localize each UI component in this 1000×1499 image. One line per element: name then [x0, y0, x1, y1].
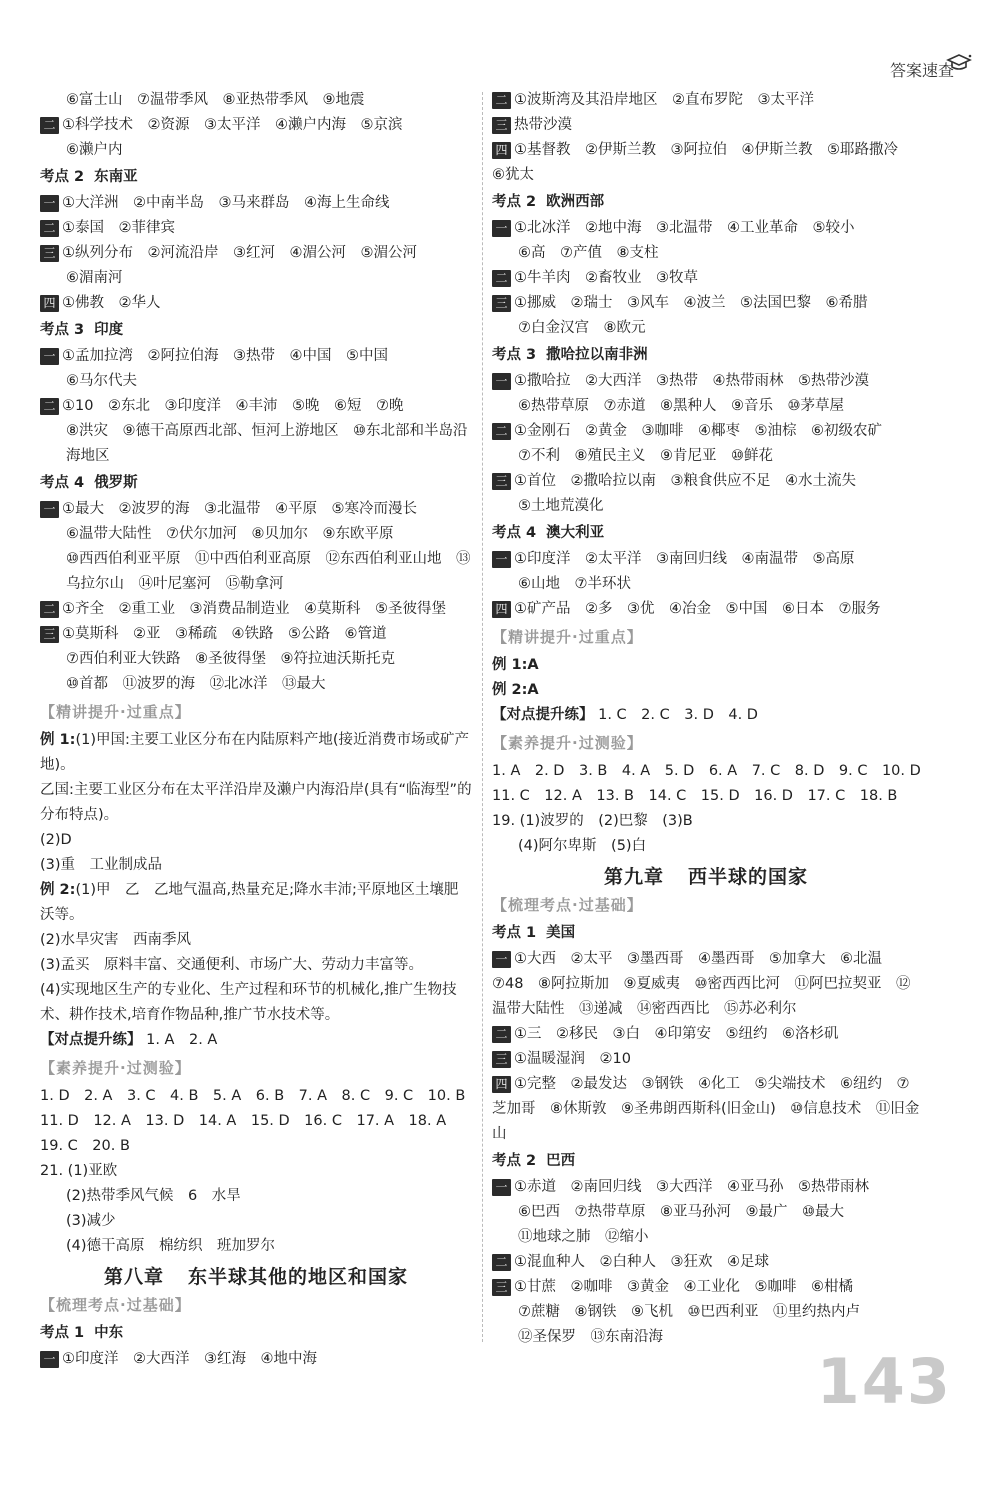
section-marker: 三	[40, 626, 59, 643]
answer-line: (1)甲国:主要工业区分布在内陆原料产地(接近消费市场或矿产地)。	[40, 732, 470, 773]
answer-line: ⑥马尔代夫	[66, 373, 137, 389]
answer-line: 1. D 2. A 3. C 4. B 5. A 6. B 7. A 8. C 9. C 10. B	[40, 1088, 466, 1104]
answer-line: ①挪威 ②瑞士 ③风车 ④波兰 ⑤法国巴黎 ⑥希腊	[514, 295, 868, 311]
section-marker: 二	[492, 92, 511, 109]
answer-line: ⑥高 ⑦产值 ⑧支柱	[518, 245, 659, 261]
section-marker: 一	[492, 1179, 511, 1196]
section-marker: 二	[492, 270, 511, 287]
kaodian-heading: 考点 4 俄罗斯	[40, 475, 138, 491]
answer-line: ⑩首都 ⑪波罗的海 ⑫北冰洋 ⑬最大	[66, 676, 326, 692]
section-marker: 四	[492, 142, 511, 159]
answer-line: ①齐全 ②重工业 ③消费品制造业 ④莫斯科 ⑤圣彼得堡	[62, 601, 446, 617]
kaodian-heading: 考点 3 撒哈拉以南非洲	[492, 347, 648, 363]
answer-line: ⑫圣保罗 ⑬东南沿海	[518, 1329, 663, 1345]
answer-line: ⑧洪灾 ⑨德干高原西北部、恒河上游地区 ⑩东北部和半岛沿海地区	[66, 423, 468, 464]
section-heading: 【素养提升·过测验】	[492, 734, 643, 752]
kaodian-heading: 考点 2 巴西	[492, 1153, 576, 1169]
example-label: 例 2:	[40, 882, 76, 898]
answer-line: ⑦西伯利亚大铁路 ⑧圣彼得堡 ⑨符拉迪沃斯托克	[66, 651, 395, 667]
example-label: 例 1:	[40, 732, 76, 748]
section-marker: 二	[492, 1254, 511, 1271]
section-marker: 一	[40, 501, 59, 518]
practice-label: 【对点提升练】	[40, 1032, 142, 1048]
header-title: 答案速查	[889, 61, 954, 80]
answer-line: ①矿产品 ②多 ③优 ④冶金 ⑤中国 ⑥日本 ⑦服务	[514, 601, 881, 617]
section-marker: 三	[492, 295, 511, 312]
answer-line: ①温暖湿润 ②10	[514, 1051, 631, 1067]
answer-line: ①最大 ②波罗的海 ③北温带 ④平原 ⑤寒冷而漫长	[62, 501, 417, 517]
answer-line: ⑦白金汉宫 ⑧欧元	[518, 320, 646, 336]
right-column	[492, 88, 920, 1350]
answer-line: 1. A 2. D 3. B 4. A 5. D 6. A 7. C 8. D 9. C 10. D	[492, 763, 921, 779]
answer-line: ⑥热带草原 ⑦赤道 ⑧黑种人 ⑨音乐 ⑩茅草屋	[518, 398, 844, 414]
section-marker: 二	[492, 1026, 511, 1043]
answer-line: ①三 ②移民 ③白 ④印第安 ⑤纽约 ⑥洛杉矶	[514, 1026, 839, 1042]
section-heading: 【梳理考点·过基础】	[492, 896, 643, 914]
answer-line: ①撒哈拉 ②大西洋 ③热带 ④热带雨林 ⑤热带沙漠	[514, 373, 869, 389]
answer-line: ⑦蔗糖 ⑧钢铁 ⑨飞机 ⑩巴西利亚 ⑪里约热内卢	[518, 1304, 860, 1320]
answer-line: ①首位 ②撒哈拉以南 ③粮食供应不足 ④水土流失	[514, 473, 856, 489]
kaodian-heading: 考点 2 东南亚	[40, 169, 138, 185]
answer-line: (2)热带季风气候 6 水旱	[66, 1188, 241, 1204]
section-marker: 一	[40, 195, 59, 212]
answer-line: ①大西 ②太平 ③墨西哥 ④墨西哥 ⑤加拿大 ⑥北温 ⑦48 ⑧阿拉斯加 ⑨夏威夷 ⑩密西西比河 ⑪阿巴拉契亚 ⑫温带大陆性 ⑬递减 ⑭密西西比 ⑮苏必利尔	[492, 951, 911, 1017]
answer-line: 热带沙漠	[514, 117, 572, 133]
answer-line: (2)D	[40, 832, 72, 848]
answer-line: ①赤道 ②南回归线 ③大西洋 ④亚马孙 ⑤热带雨林	[514, 1179, 869, 1195]
section-marker: 一	[492, 220, 511, 237]
answer-line: ①牛羊肉 ②畜牧业 ③牧草	[514, 270, 698, 286]
answer-line: (3)减少	[66, 1213, 116, 1229]
answer-line: ①甘蔗 ②咖啡 ③黄金 ④工业化 ⑤咖啡 ⑥柑橘	[514, 1279, 853, 1295]
section-marker: 四	[492, 601, 511, 618]
answer-line: ①金刚石 ②黄金 ③咖啡 ④椰枣 ⑤油棕 ⑥初级农矿	[514, 423, 882, 439]
answer-line: ①印度洋 ②大西洋 ③红海 ④地中海	[62, 1351, 317, 1367]
answer-line: (2)水旱灾害 西南季风	[40, 932, 192, 948]
answer-line: (3)孟买 原料丰富、交通便利、市场广大、劳动力丰富等。	[40, 957, 424, 973]
answer-line: ①佛教 ②华人	[62, 295, 161, 311]
chapter-title: 第九章 西半球的国家	[603, 866, 809, 888]
answer-line: 例 1:A	[492, 657, 539, 673]
column-divider	[482, 92, 483, 1342]
section-marker: 一	[40, 348, 59, 365]
section-marker: 二	[40, 601, 59, 618]
answer-line: ①孟加拉湾 ②阿拉伯海 ③热带 ④中国 ⑤中国	[62, 348, 388, 364]
answer-line: ⑪地球之肺 ⑫缩小	[518, 1229, 649, 1245]
answer-line: 19. (1)波罗的 (2)巴黎 (3)B	[492, 813, 693, 829]
section-marker: 三	[492, 1279, 511, 1296]
answer-line: ⑥温带大陆性 ⑦伏尔加河 ⑧贝加尔 ⑨东欧平原	[66, 526, 394, 542]
section-marker: 三	[492, 117, 511, 134]
answer-line: ①纵列分布 ②河流沿岸 ③红河 ④湄公河 ⑤湄公河	[62, 245, 417, 261]
answer-line: ⑤土地荒漠化	[518, 498, 604, 514]
answer-line: 1. A 2. A	[146, 1032, 218, 1048]
kaodian-heading: 考点 1 美国	[492, 925, 576, 941]
answer-line: 11. C 12. A 13. B 14. C 15. D 16. D 17. C 18. B	[492, 788, 898, 804]
answer-line: 例 2:A	[492, 682, 539, 698]
answer-line: ⑩西西伯利亚平原 ⑪中西伯利亚高原 ⑫东西伯利亚山地 ⑬乌拉尔山 ⑭叶尼塞河 ⑮勒拿河	[66, 551, 471, 592]
practice-label: 【对点提升练】	[492, 707, 594, 723]
section-marker: 二	[40, 398, 59, 415]
section-marker: 三	[40, 245, 59, 262]
section-heading: 【素养提升·过测验】	[40, 1059, 191, 1077]
page-number: 143	[816, 1345, 952, 1418]
answer-line: ⑥山地 ⑦半环状	[518, 576, 631, 592]
answer-line: 21. (1)亚欧	[40, 1163, 118, 1179]
kaodian-heading: 考点 4 澳大利亚	[492, 525, 605, 541]
section-marker: 一	[492, 373, 511, 390]
answer-line: ①北冰洋 ②地中海 ③北温带 ④工业革命 ⑤较小	[514, 220, 855, 236]
section-marker: 二	[40, 117, 59, 134]
kaodian-heading: 考点 2 欧洲西部	[492, 194, 605, 210]
chapter-title: 第八章 东半球其他的地区和国家	[103, 1266, 409, 1288]
answer-line: (3)重 工业制成品	[40, 857, 163, 873]
section-marker: 一	[492, 551, 511, 568]
answer-line: ①10 ②东北 ③印度洋 ④丰沛 ⑤晚 ⑥短 ⑦晚	[62, 398, 404, 414]
answer-line: ⑥濑户内	[66, 142, 123, 158]
answer-line: ①印度洋 ②太平洋 ③南回归线 ④南温带 ⑤高原	[514, 551, 855, 567]
answer-line: ⑥富士山 ⑦温带季风 ⑧亚热带季风 ⑨地震	[66, 92, 365, 108]
answer-line: ①科学技术 ②资源 ③太平洋 ④濑户内海 ⑤京滨	[62, 117, 403, 133]
section-marker: 一	[492, 951, 511, 968]
section-marker: 三	[492, 473, 511, 490]
answer-line: ⑥湄南河	[66, 270, 123, 286]
answer-line: ①混血种人 ②白种人 ③狂欢 ④足球	[514, 1254, 769, 1270]
answer-line: 1. C 2. C 3. D 4. D	[598, 707, 758, 723]
section-marker: 一	[40, 1351, 59, 1368]
graduation-cap-icon	[946, 52, 972, 74]
left-column	[40, 88, 472, 1372]
section-marker: 四	[492, 1076, 511, 1093]
answer-line: 乙国:主要工业区分布在太平洋沿岸及濑户内海沿岸(具有“临海型”的分布特点)。	[40, 782, 472, 823]
section-marker: 二	[40, 220, 59, 237]
kaodian-heading: 考点 3 印度	[40, 322, 124, 338]
answer-line: ①泰国 ②菲律宾	[62, 220, 175, 236]
section-heading: 【精讲提升·过重点】	[492, 628, 643, 646]
answer-line: ⑥巴西 ⑦热带草原 ⑧亚马孙河 ⑨最广 ⑩最大	[518, 1204, 844, 1220]
section-marker: 三	[492, 1051, 511, 1068]
answer-line: ⑦不利 ⑧殖民主义 ⑨肯尼亚 ⑩鲜花	[518, 448, 773, 464]
answer-line: ①基督教 ②伊斯兰教 ③阿拉伯 ④伊斯兰教 ⑤耶路撒冷 ⑥犹太	[492, 142, 913, 183]
answer-line: (4)实现地区生产的专业化、生产过程和环节的机械化,推广生物技术、耕作技术,培育作物品种,推广节水技术等。	[40, 982, 457, 1023]
section-marker: 二	[492, 423, 511, 440]
answer-line: (4)阿尔卑斯 (5)白	[518, 838, 647, 854]
answer-line: ①波斯湾及其沿岸地区 ②直布罗陀 ③太平洋	[514, 92, 814, 108]
answer-line: (4)德干高原 棉纺织 班加罗尔	[66, 1238, 276, 1254]
kaodian-heading: 考点 1 中东	[40, 1325, 124, 1341]
answer-line: 19. C 20. B	[40, 1138, 130, 1154]
section-marker: 四	[40, 295, 59, 312]
answer-line: ①大洋洲 ②中南半岛 ③马来群岛 ④海上生命线	[62, 195, 390, 211]
answer-line: ①完整 ②最发达 ③钢铁 ④化工 ⑤尖端技术 ⑥纽约 ⑦芝加哥 ⑧休斯敦 ⑨圣弗朗西斯科(旧金山) ⑩信息技术 ⑪旧金山	[492, 1076, 920, 1142]
answer-line: 11. D 12. A 13. D 14. A 15. D 16. C 17. A 18. A	[40, 1113, 447, 1129]
answer-line: ①莫斯科 ②亚 ③稀疏 ④铁路 ⑤公路 ⑥管道	[62, 626, 387, 642]
section-heading: 【精讲提升·过重点】	[40, 703, 191, 721]
answer-line: (1)甲 乙 乙地气温高,热量充足;降水丰沛;平原地区土壤肥沃等。	[40, 882, 459, 923]
section-heading: 【梳理考点·过基础】	[40, 1296, 191, 1314]
